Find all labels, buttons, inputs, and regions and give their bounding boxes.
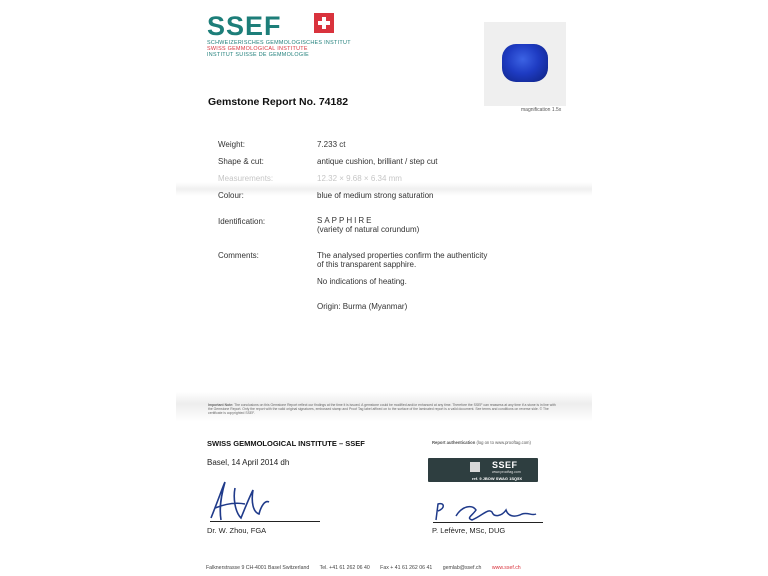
authentication-note bbox=[432, 440, 531, 445]
measurements-value: 12.32 × 9.68 × 6.34 mm bbox=[317, 174, 402, 183]
identification-label: Identification: bbox=[218, 217, 266, 226]
prooftag-url: www.prooftag.com bbox=[492, 470, 521, 474]
authentication-instruction: (log on to www.prooftag.com) bbox=[476, 440, 531, 445]
prooftag-brand: SSEF bbox=[492, 460, 518, 470]
magnification-caption: magnification 1.5x bbox=[521, 107, 562, 113]
weight-label: Weight: bbox=[218, 140, 245, 149]
important-note-lead: Important Note: bbox=[208, 403, 234, 407]
signer-zhou: Dr. W. Zhou, FGA bbox=[207, 526, 267, 535]
signature-line-1 bbox=[210, 521, 320, 522]
origin-value: Origin: Burma (Myanmar) bbox=[317, 302, 408, 311]
address: Falknerstrasse 9 CH-4001 Basel Switzerland bbox=[206, 565, 310, 571]
signer-lefevre: P. Lefèvre, MSc, DUG bbox=[432, 526, 506, 535]
identification-variety: (variety of natural corundum) bbox=[317, 225, 420, 234]
shape-label: Shape & cut: bbox=[218, 157, 264, 166]
important-note bbox=[208, 403, 558, 416]
shape-value: antique cushion, brilliant / step cut bbox=[317, 157, 438, 166]
swiss-cross-icon bbox=[314, 13, 334, 33]
comment-authenticity-line2: of this transparent sapphire. bbox=[317, 260, 417, 269]
email-link[interactable]: gemlab@ssef.ch bbox=[442, 565, 482, 571]
sapphire-image bbox=[502, 44, 548, 82]
fax: Fax + 41 61 262 06 41 bbox=[380, 565, 433, 571]
weight-value: 7.233 ct bbox=[317, 140, 346, 149]
institute-name-french: INSTITUT SUISSE DE GEMMOLOGIE bbox=[207, 52, 310, 58]
telephone: Tel. +41 61 262 06 40 bbox=[319, 565, 370, 571]
comment-authenticity-line1: The analysed properties confirm the authenticity bbox=[317, 251, 488, 260]
measurements-label: Measurements: bbox=[218, 174, 274, 183]
colour-value: blue of medium strong saturation bbox=[317, 191, 434, 200]
institute-name-german: SCHWEIZERISCHES GEMMOLOGISCHES INSTITUT bbox=[207, 40, 351, 46]
website-link[interactable]: www.ssef.ch bbox=[491, 565, 521, 571]
institute-footer-name: SWISS GEMMOLOGICAL INSTITUTE – SSEF bbox=[207, 439, 365, 448]
qr-code-icon bbox=[470, 462, 480, 472]
comment-heating: No indications of heating. bbox=[317, 277, 407, 286]
authentication-label: Report authentication bbox=[432, 440, 476, 445]
institute-name-english: SWISS GEMMOLOGICAL INSTITUTE bbox=[207, 46, 308, 52]
prooftag-ref: ref. 9 JBOW SWAG 1SQ5X bbox=[472, 476, 523, 481]
report-title: Gemstone Report No. 74182 bbox=[208, 96, 349, 108]
signature-lefevre bbox=[432, 498, 542, 524]
identification-value: SAPPHIRE bbox=[317, 216, 374, 225]
contact-footer bbox=[206, 565, 521, 571]
important-note-text: The conclusions on this Gemstone Report reflect our findings at the time it is issued. A gemstone could be modified and/or enhanced at any time. Therefore the SSEF can reassess at any time if a stone is in line with the Gemstone Report. Only the report with the valid original signatures, embossed stamp and Proof Tag label affixed on to the surface of the laminated report is a valid document. See terms and conditions on reverse side. © The certificate is copyrighted SSEF. bbox=[208, 403, 556, 416]
colour-label: Colour: bbox=[218, 191, 244, 200]
comments-label: Comments: bbox=[218, 251, 259, 260]
signature-line-2 bbox=[433, 522, 543, 523]
ssef-logo-text: SSEF bbox=[207, 11, 282, 41]
signature-zhou bbox=[205, 478, 275, 524]
issue-date: Basel, 14 April 2014 dh bbox=[207, 458, 290, 467]
